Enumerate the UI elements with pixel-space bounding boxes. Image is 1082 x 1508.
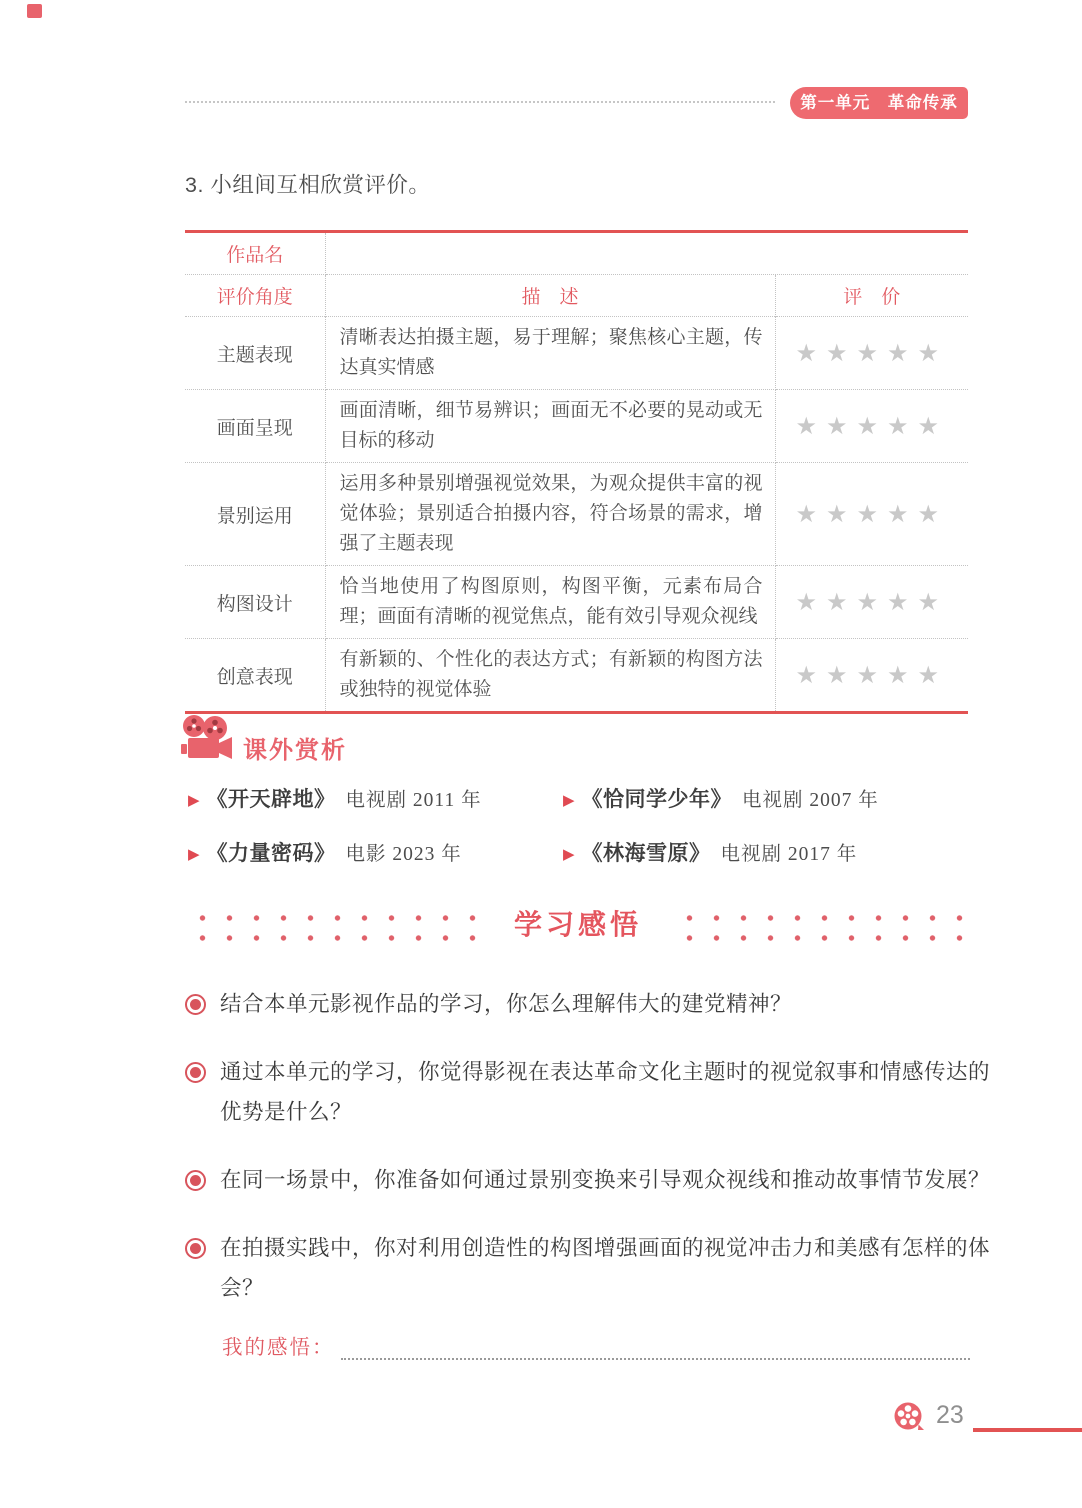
description-cell: 运用多种景别增强视觉效果，为观众提供丰富的视觉体验；景别适合拍摄内容，符合场景的需求，增强了主题表现 (325, 463, 775, 566)
description-cell: 恰当地使用了构图原则，构图平衡，元素布局合理；画面有清晰的视觉焦点，能有效引导观众视线 (325, 566, 775, 639)
table-row (185, 317, 968, 390)
star-rating: ★★★★★ (775, 317, 968, 390)
projector-icon (181, 714, 233, 767)
angle-cell: 景别运用 (185, 463, 325, 566)
description-cell: 有新颖的、个性化的表达方式；有新颖的构图方法或独特的视觉体验 (325, 639, 775, 713)
question-item (185, 1160, 991, 1200)
star-rating: ★★★★★ (775, 566, 968, 639)
angle-cell: 画面呈现 (185, 390, 325, 463)
angle-cell: 构图设计 (185, 566, 325, 639)
question-text: 在拍摄实践中，你对利用创造性的构图增强画面的视觉冲击力和美感有怎样的体会？ (220, 1236, 991, 1300)
film-item (188, 837, 563, 867)
film-item (563, 783, 983, 813)
question-item (185, 1228, 991, 1308)
film-title: 《林海雪原》 (581, 842, 711, 865)
my-reflection-row (222, 1330, 970, 1360)
triangle-bullet-icon: ▶ (188, 792, 200, 809)
reflection-title: 学习感悟 (514, 909, 643, 940)
table-body (185, 317, 968, 713)
star-rating: ★★★★★ (775, 463, 968, 566)
film-reel-icon (893, 1401, 925, 1438)
bullseye-bullet-icon (185, 1238, 206, 1259)
my-reflection-write-line[interactable] (341, 1334, 971, 1360)
column-header-angle: 评价角度 (185, 275, 325, 317)
triangle-bullet-icon: ▶ (188, 846, 200, 863)
corner-mark (27, 4, 42, 18)
dots-decoration-right (672, 904, 971, 942)
film-meta: 电影 2023 年 (345, 844, 462, 865)
triangle-bullet-icon: ▶ (563, 792, 575, 809)
table-row (185, 566, 968, 639)
star-rating: ★★★★★ (775, 639, 968, 713)
film-title: 《开天辟地》 (206, 788, 336, 811)
question-list (185, 984, 991, 1336)
bullseye-bullet-icon (185, 994, 206, 1015)
film-title: 《恰同学少年》 (581, 788, 733, 811)
angle-cell: 主题表现 (185, 317, 325, 390)
footer-red-line (973, 1428, 1082, 1432)
table-header-row (185, 275, 968, 317)
question-item (185, 984, 991, 1024)
question-text: 在同一场景中，你准备如何通过景别变换来引导观众视线和推动故事情节发展？ (220, 1168, 991, 1192)
column-header-description: 描 述 (325, 275, 775, 317)
extracurricular-title: 课外赏析 (243, 737, 347, 764)
evaluation-table (185, 230, 968, 714)
my-reflection-label: 我的感悟： (222, 1337, 335, 1359)
star-rating: ★★★★★ (775, 390, 968, 463)
angle-cell: 创意表现 (185, 639, 325, 713)
question-item (185, 1052, 991, 1132)
header-dotted-rule (185, 101, 775, 103)
film-meta: 电视剧 2017 年 (720, 844, 858, 865)
film-title: 《力量密码》 (206, 842, 336, 865)
dots-decoration-left (185, 904, 484, 942)
question-text: 结合本单元影视作品的学习，你怎么理解伟大的建党精神？ (220, 992, 793, 1016)
bullseye-bullet-icon (185, 1062, 206, 1083)
film-meta: 电视剧 2007 年 (742, 790, 879, 811)
film-list (188, 783, 983, 867)
table-row (185, 639, 968, 713)
reflection-band (185, 903, 971, 943)
description-cell: 清晰表达拍摄主题，易于理解；聚焦核心主题，传达真实情感 (325, 317, 775, 390)
table-row (185, 463, 968, 566)
work-name-label: 作品名 (185, 232, 325, 275)
film-meta: 电视剧 2011 年 (345, 790, 482, 811)
film-item (563, 837, 983, 867)
bullseye-bullet-icon (185, 1170, 206, 1191)
table-row-work-name (185, 232, 968, 275)
column-header-rating: 评 价 (775, 275, 968, 317)
work-name-blank-cell (325, 232, 968, 275)
page-number: 23 (936, 1401, 964, 1429)
description-cell: 画面清晰，细节易辨识；画面无不必要的晃动或无目标的移动 (325, 390, 775, 463)
film-item (188, 783, 563, 813)
extracurricular-header (181, 714, 347, 767)
table-row (185, 390, 968, 463)
unit-badge: 第一单元 革命传承 (790, 87, 968, 119)
section-heading: 3. 小组间互相欣赏评价。 (185, 173, 431, 197)
triangle-bullet-icon: ▶ (563, 846, 575, 863)
question-text: 通过本单元的学习，你觉得影视在表达革命文化主题时的视觉叙事和情感传达的优势是什么？ (220, 1060, 991, 1124)
